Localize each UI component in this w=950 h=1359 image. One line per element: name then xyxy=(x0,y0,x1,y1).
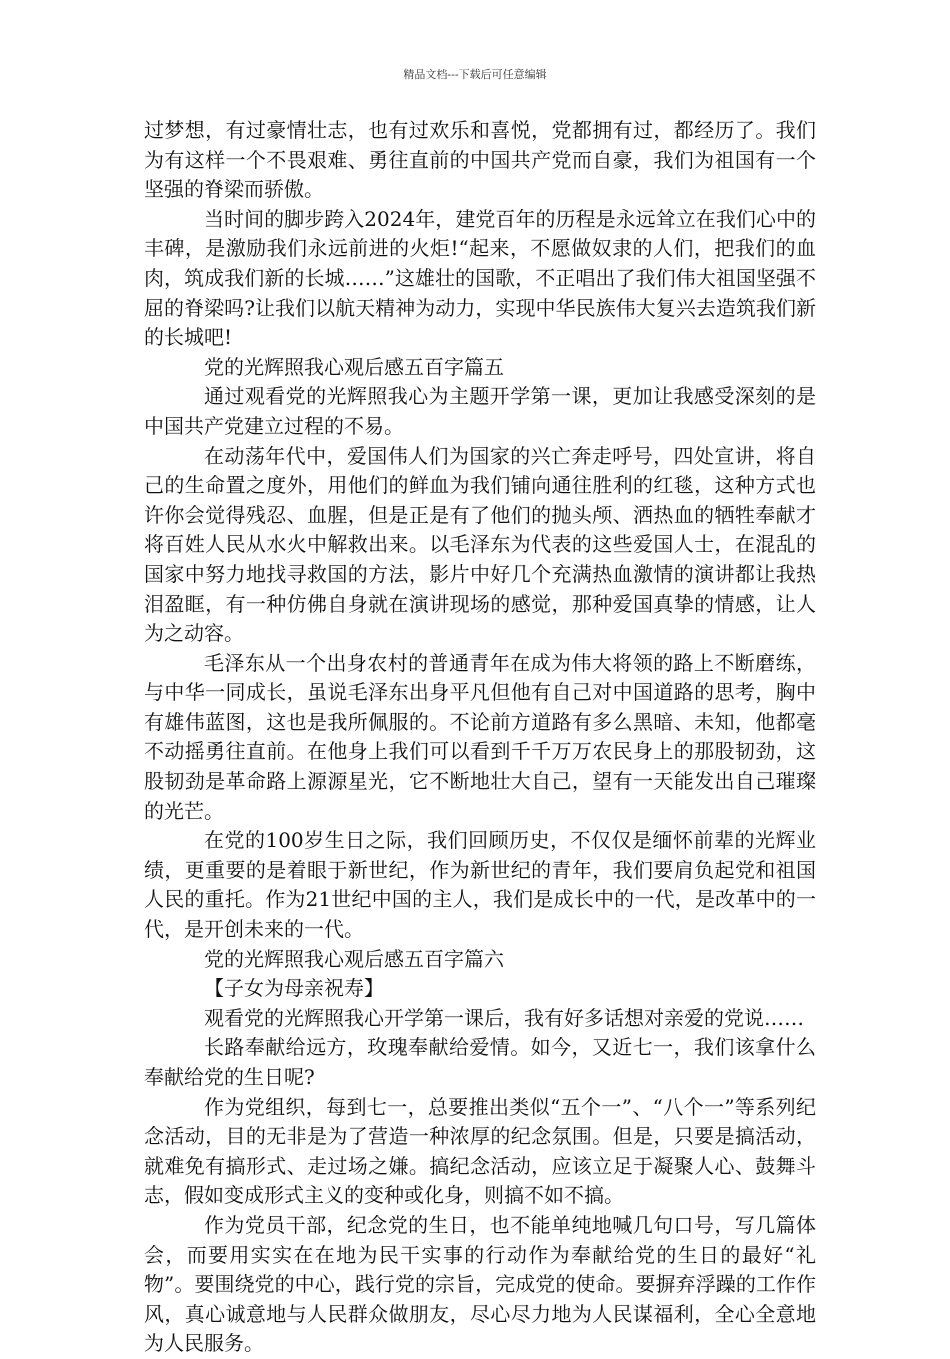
paragraph: 作为党组织，每到七一，总要推出类似“五个一”、“八个一”等系列纪念活动，目的无非是为了营造一种浓厚的纪念氛围。但是，只要是搞活动，就难免有搞形式、走过场之嫌。搞纪念活动，应该立足于凝聚人心、鼓舞斗志，假如变成形式主义的变种或化身，则搞不如不搞。 xyxy=(144,1094,816,1208)
paragraph: 毛泽东从一个出身农村的普通青年在成为伟大将领的路上不断磨练，与中华一同成长，虽说毛泽东出身平凡但他有自己对中国道路的思考，胸中有雄伟蓝图，这也是我所佩服的。不论前方道路有多么黑暗、未知，他都毫不动摇勇往直前。在他身上我们可以看到千千万万农民身上的那股韧劲，这股韧劲是革命路上源源星光，它不断地壮大自己，望有一天能发出自己璀璨的光芒。 xyxy=(144,650,816,823)
paragraph: 过梦想，有过豪情壮志，也有过欢乐和喜悦，党都拥有过，都经历了。我们为有这样一个不畏艰难、勇往直前的中国共产党而自豪，我们为祖国有一个坚强的脊梁而骄傲。 xyxy=(144,118,816,202)
paragraph: 通过观看党的光辉照我心为主题开学第一课，更加让我感受深刻的是中国共产党建立过程的不易。 xyxy=(144,384,816,438)
document-body xyxy=(144,116,816,1359)
section-heading: 党的光辉照我心观后感五百字篇六 xyxy=(204,946,504,971)
paragraph: 长路奉献给远方，玫瑰奉献给爱情。如今，又近七一，我们该拿什么奉献给党的生日呢? xyxy=(144,1035,816,1089)
section-heading: 党的光辉照我心观后感五百字篇五 xyxy=(204,354,504,379)
page-header: 精品文档---下载后可任意编辑 xyxy=(403,68,547,81)
section-heading: 【子女为母亲祝寿】 xyxy=(204,976,384,1001)
paragraph: 在党的100岁生日之际，我们回顾历史，不仅仅是缅怀前辈的光辉业绩，更重要的是着眼于新世纪，作为新世纪的青年，我们要肩负起党和祖国人民的重托。作为21世纪中国的主人，我们是成长中的一代，是改革中的一代，是开创未来的一代。 xyxy=(144,828,816,942)
paragraph: 当时间的脚步跨入2024年，建党百年的历程是永远耸立在我们心中的丰碑，是激励我们永远前进的火炬!“起来，不愿做奴隶的人们，把我们的血肉，筑成我们新的长城……”这雄壮的国歌，不正唱出了我们伟大祖国坚强不屈的脊梁吗?让我们以航天精神为动力，实现中华民族伟大复兴去造筑我们新的长城吧! xyxy=(144,206,816,350)
paragraph: 在动荡年代中，爱国伟人们为国家的兴亡奔走呼号，四处宣讲，将自己的生命置之度外，用他们的鲜血为我们铺向通往胜利的红毯，这种方式也许你会觉得残忍、血腥，但是正是有了他们的抛头颅、洒热血的牺牲奉献才将百姓人民从水火中解救出来。以毛泽东为代表的这些爱国人士，在混乱的国家中努力地找寻救国的方法，影片中好几个充满热血激情的演讲都让我热泪盈眶，有一种仿佛自身就在演讲现场的感觉，那种爱国真挚的情感，让人为之动容。 xyxy=(144,443,816,646)
paragraph: 观看党的光辉照我心开学第一课后，我有好多话想对亲爱的党说…… xyxy=(204,1005,804,1030)
paragraph: 作为党员干部，纪念党的生日，也不能单纯地喊几句口号，写几篇体会，而要用实实在在地为民干实事的行动作为奉献给党的生日的最好“礼物”。要围绕党的中心，践行党的宗旨，完成党的使命。要摒弃浮躁的工作作风，真心诚意地与人民群众做朋友，尽心尽力地为人民谋福利，全心全意地为人民服务。 xyxy=(144,1212,816,1356)
